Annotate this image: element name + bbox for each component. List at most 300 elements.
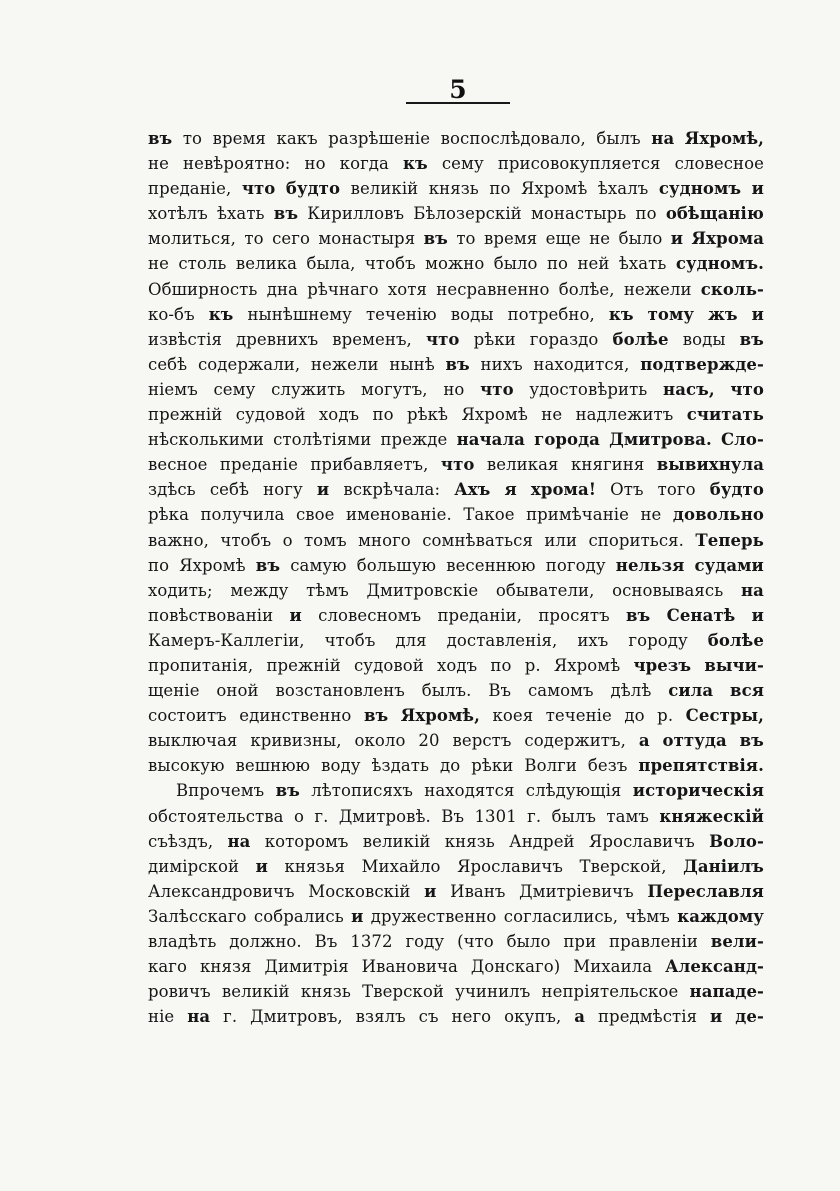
text-line — [148, 778, 764, 803]
text-word: древнихъ — [236, 329, 319, 349]
text-word: что — [480, 379, 514, 399]
text-word: свое — [295, 505, 335, 525]
text-word: по — [489, 179, 511, 199]
body-text — [148, 126, 764, 1029]
text-word: великій — [221, 982, 290, 1002]
text-word: на — [741, 580, 764, 600]
text-word: что — [241, 179, 276, 199]
text-word: князя — [200, 957, 252, 977]
text-word: коея — [492, 706, 534, 726]
text-word: великій — [362, 831, 431, 851]
text-word: основываясь — [612, 580, 724, 600]
text-word: димірской — [148, 856, 240, 876]
text-word: правленіи — [609, 932, 698, 951]
text-word: Въ — [314, 932, 338, 951]
text-word: и — [751, 605, 764, 625]
text-word: Даніилъ — [683, 856, 764, 876]
text-line — [148, 904, 764, 929]
text-word: то — [456, 229, 476, 249]
text-word: рѣки — [471, 756, 514, 776]
text-word: Ахъ — [454, 480, 491, 500]
text-line — [148, 703, 764, 728]
text-word: должно. — [229, 932, 302, 951]
text-word: хотѣлъ — [148, 204, 208, 224]
text-word: былъ — [551, 806, 596, 826]
text-line — [148, 528, 764, 553]
text-word: обстоятельства — [148, 806, 284, 826]
text-word: въ — [626, 605, 651, 625]
text-word: сомнѣваться — [422, 530, 533, 550]
text-word: столь — [178, 254, 227, 274]
text-word: съѣздъ, — [148, 831, 214, 851]
text-word: къ — [208, 304, 234, 324]
text-word: и — [751, 304, 764, 324]
text-word: начала — [456, 430, 525, 450]
text-word: великій — [350, 179, 419, 199]
text-word: Яхрома — [691, 229, 764, 249]
text-word: Сло- — [720, 430, 764, 450]
text-word: какъ — [276, 129, 318, 148]
text-word: Впрочемъ — [176, 781, 265, 801]
text-word: воспослѣдовало, — [440, 129, 586, 148]
text-word: города — [534, 430, 600, 450]
text-word: теченіе — [545, 706, 612, 726]
text-word: Яхромѣ, — [400, 706, 480, 726]
text-word: чтобъ — [324, 630, 376, 650]
text-word: Донскаго) — [470, 957, 561, 977]
text-word: на — [227, 831, 251, 851]
text-word: рѣка — [148, 505, 189, 525]
text-word: окупъ, — [504, 1007, 562, 1027]
text-word: выключая — [148, 731, 238, 751]
text-word: въ — [423, 229, 448, 249]
text-word: согласились, — [503, 906, 619, 926]
text-word: доставленія, — [446, 630, 558, 650]
text-word: нынѣшнему — [247, 304, 352, 324]
text-line — [148, 427, 764, 452]
text-word: сего — [272, 229, 310, 249]
text-word: князь — [300, 982, 351, 1002]
page-number: 5 — [449, 75, 467, 104]
text-word: болѣе, — [558, 279, 615, 299]
text-word: въ — [255, 555, 281, 575]
text-word: Кирилловъ — [307, 204, 405, 224]
text-word: чтобъ — [220, 530, 272, 550]
text-word: (что — [457, 932, 494, 951]
text-word: вывихнула — [656, 455, 764, 475]
text-word: каждому — [677, 906, 764, 926]
text-word: себѣ — [148, 354, 188, 374]
text-word: предмѣстія — [597, 1007, 698, 1027]
text-word: верстъ — [452, 731, 512, 751]
text-word: княжескій — [659, 806, 764, 826]
text-word: Ивановича — [361, 957, 458, 977]
text-word: обѣщанію — [665, 204, 764, 224]
text-word: судами — [694, 555, 764, 575]
text-word: вели- — [710, 932, 764, 951]
text-word: ніе — [148, 1007, 175, 1027]
text-word: Переславля — [647, 881, 764, 901]
text-line — [148, 126, 764, 151]
text-word: 1301 — [474, 806, 517, 826]
text-word: на — [651, 129, 675, 148]
text-line — [148, 226, 764, 251]
text-word: теченію — [365, 304, 437, 324]
text-word: того — [657, 480, 696, 500]
text-line — [148, 578, 764, 603]
text-word: погоду — [545, 555, 606, 575]
text-word: Михаила — [573, 957, 653, 977]
text-word: и — [670, 229, 684, 249]
text-word: примѣчаніе — [526, 505, 629, 525]
text-line — [148, 854, 764, 879]
text-word: ихъ — [577, 630, 609, 650]
text-word: единственно — [239, 706, 352, 726]
text-word: и — [255, 856, 268, 876]
text-word: повѣствованіи — [148, 605, 274, 625]
text-word: съ — [418, 1007, 439, 1027]
text-word: Въ — [488, 681, 512, 701]
text-word: ѣхать — [216, 204, 265, 224]
header-rule — [406, 102, 510, 104]
text-word: ѣхать — [618, 254, 667, 274]
page-number-header — [404, 76, 512, 112]
text-word: словесное — [674, 154, 764, 174]
text-word: Залѣсскаго — [148, 906, 247, 926]
text-word: можно — [425, 254, 485, 274]
text-word: судномъ — [658, 179, 742, 199]
text-word: и — [351, 906, 364, 926]
text-word: чѣмъ — [625, 906, 670, 926]
text-word: получила — [200, 505, 285, 525]
text-line — [148, 628, 764, 653]
text-word: и — [751, 179, 764, 199]
text-word: препятствія. — [638, 756, 764, 776]
text-word: спориться. — [588, 530, 684, 550]
text-word: рѣки — [473, 329, 516, 349]
text-word: Теперь — [695, 530, 764, 550]
text-line — [148, 979, 764, 1004]
text-word: до — [440, 756, 461, 776]
text-line — [148, 553, 764, 578]
text-word: г. — [314, 806, 329, 826]
text-word: въ — [739, 731, 764, 751]
text-word: преданіи, — [437, 605, 523, 625]
text-word: вычи- — [704, 655, 764, 675]
text-line — [148, 753, 764, 778]
text-word: Дмитровѣ. — [338, 806, 431, 826]
text-word: именованіе. — [346, 505, 452, 525]
text-word: Дмитровскіе — [366, 580, 479, 600]
text-word: городу — [628, 630, 688, 650]
text-line — [148, 402, 764, 427]
text-word: нежели — [623, 279, 692, 299]
text-word: Дмитрова. — [609, 430, 712, 450]
text-word: то — [244, 229, 264, 249]
text-word: ѣздать — [371, 756, 430, 776]
text-word: преданіе, — [148, 179, 232, 199]
text-word: было — [493, 254, 538, 274]
text-word: де- — [735, 1007, 764, 1027]
text-word: на — [187, 1007, 211, 1027]
text-line — [148, 327, 764, 352]
text-word: Въ — [441, 806, 465, 826]
text-word: весеннюю — [446, 555, 536, 575]
text-word: по — [148, 555, 170, 575]
text-word: оной — [216, 681, 259, 701]
text-word: несравненно — [436, 279, 550, 299]
text-word: Яхромѣ — [553, 655, 621, 675]
text-line — [148, 277, 764, 302]
text-word: Иванъ — [450, 881, 506, 901]
text-word: великая — [486, 455, 559, 475]
text-line — [148, 1004, 764, 1029]
text-word: судномъ. — [675, 254, 764, 274]
text-word: Ярославичъ — [457, 856, 563, 876]
text-word: владѣть — [148, 932, 217, 951]
text-word: вся — [730, 681, 764, 701]
text-word: было — [618, 229, 663, 249]
text-word: Дмитровъ, — [250, 1007, 343, 1027]
text-word: могутъ, — [361, 379, 428, 399]
text-word: было — [506, 932, 551, 951]
text-word: Обширность — [148, 279, 258, 299]
text-word: Воло- — [709, 831, 764, 851]
text-word: каго — [148, 957, 188, 977]
text-word: учинилъ — [455, 982, 531, 1002]
text-word: оттуда — [662, 731, 727, 751]
text-word: болѣе — [707, 630, 764, 650]
text-line — [148, 302, 764, 327]
text-word: не — [148, 154, 169, 174]
text-word: него — [451, 1007, 492, 1027]
text-word: князь — [444, 831, 495, 851]
text-word: нихъ — [480, 354, 523, 374]
text-word: самую — [290, 555, 347, 575]
text-word: Яхромѣ — [179, 555, 246, 575]
text-word: удостовѣрить — [529, 379, 648, 399]
text-word: обыватели, — [495, 580, 595, 600]
text-word: присовокупляется — [497, 154, 661, 174]
text-word: Яхромѣ — [461, 405, 528, 425]
text-line — [148, 653, 764, 678]
text-word: Сенатѣ — [666, 605, 736, 625]
text-word: тѣмъ — [306, 580, 349, 600]
text-word: словесномъ — [318, 605, 422, 625]
text-word: возстановленъ — [275, 681, 405, 701]
text-word: въ — [445, 354, 470, 374]
text-word: Михайло — [361, 856, 441, 876]
text-line — [148, 954, 764, 979]
text-word: безъ — [587, 756, 628, 776]
text-word: прежній — [266, 655, 341, 675]
text-word: по — [372, 405, 394, 425]
text-word: довольно — [672, 505, 764, 525]
text-word: Камеръ-Каллегіи, — [148, 630, 305, 650]
text-word: судовой — [235, 405, 306, 425]
text-word: просятъ — [538, 605, 610, 625]
text-word: и — [424, 881, 437, 901]
text-word: сему — [441, 154, 484, 174]
text-line — [148, 678, 764, 703]
text-word: временъ, — [332, 329, 412, 349]
text-word: около — [354, 731, 406, 751]
text-word: и — [289, 605, 302, 625]
text-word: нельзя — [615, 555, 685, 575]
text-word: о — [293, 806, 304, 826]
text-word: а — [574, 1007, 586, 1027]
text-word: Тверской, — [579, 856, 667, 876]
text-word: себѣ — [209, 480, 250, 500]
text-word: князь — [428, 179, 479, 199]
text-word: вскрѣчала: — [343, 480, 441, 500]
text-line — [148, 804, 764, 829]
text-line — [148, 452, 764, 477]
text-word: молиться, — [148, 229, 236, 249]
text-word: или — [544, 530, 578, 550]
text-word: монастыря — [318, 229, 416, 249]
text-word: былъ — [596, 129, 641, 148]
text-word: для — [395, 630, 427, 650]
text-word: преданіе — [219, 455, 298, 475]
text-word: что — [440, 455, 475, 475]
text-word: г. — [527, 806, 542, 826]
text-word: насъ, — [663, 379, 715, 399]
text-word: время — [483, 229, 538, 249]
text-line — [148, 502, 764, 527]
text-word: будто — [709, 480, 764, 500]
text-word: то — [182, 129, 203, 148]
text-word: я — [504, 480, 517, 500]
text-word: прибавляетъ, — [310, 455, 429, 475]
text-line — [148, 929, 764, 954]
text-word: ногу — [263, 480, 303, 500]
text-word: когда — [339, 154, 389, 174]
text-word: воду — [321, 756, 361, 776]
text-word: собрались — [253, 906, 344, 926]
text-line — [148, 352, 764, 377]
text-line — [148, 603, 764, 628]
text-word: вешнюю — [235, 756, 311, 776]
text-word: и — [710, 1007, 723, 1027]
text-word: прежній — [148, 405, 223, 425]
text-word: Яхромѣ — [520, 179, 588, 199]
text-word: но — [304, 154, 326, 174]
text-word: Димитрія — [264, 957, 349, 977]
text-word: ніемъ — [148, 379, 198, 399]
text-word: надлежитъ — [575, 405, 674, 425]
text-word: не — [589, 229, 611, 249]
text-word: подтвержде- — [640, 354, 764, 374]
text-word: Андрей — [509, 831, 575, 851]
text-word: по — [546, 254, 569, 274]
text-word: важно, — [148, 530, 209, 550]
text-word: не — [148, 254, 169, 274]
text-word: время — [212, 129, 266, 148]
text-word: болѣе — [612, 329, 669, 349]
text-word: самомъ — [527, 681, 594, 701]
text-word: 20 — [418, 731, 440, 751]
text-word: о — [282, 530, 293, 550]
text-word: нынѣ — [389, 354, 435, 374]
text-word: рѣкѣ — [406, 405, 449, 425]
text-word: хотя — [387, 279, 427, 299]
text-word: рѣчнаго — [307, 279, 379, 299]
text-word: извѣстія — [148, 329, 222, 349]
text-word: Волги — [524, 756, 577, 776]
text-word: Московскій — [308, 881, 411, 901]
text-word: сила — [668, 681, 714, 701]
text-word: историческія — [632, 781, 764, 801]
text-word: ѣхалъ — [597, 179, 649, 199]
text-word: ко-бъ — [148, 304, 195, 324]
text-word: Ярославичъ — [588, 831, 695, 851]
text-word: нападе- — [689, 982, 764, 1002]
text-word: р. — [524, 655, 541, 675]
text-word: ходить; — [148, 580, 213, 600]
text-word: къ — [403, 154, 428, 174]
text-word: Александ- — [665, 957, 764, 977]
text-word: ровичъ — [148, 982, 211, 1002]
text-word: дѣлѣ — [610, 681, 652, 701]
text-word: въ — [273, 204, 299, 224]
text-word: нежели — [310, 354, 379, 374]
text-word: въ — [739, 329, 764, 349]
text-word: по — [635, 204, 657, 224]
text-word: р. — [657, 706, 674, 726]
text-word: былъ. — [421, 681, 472, 701]
text-word: году — [405, 932, 445, 951]
text-word: тому — [647, 304, 695, 324]
text-word: тамъ — [606, 806, 650, 826]
text-word: будто — [285, 179, 341, 199]
text-word: высокую — [148, 756, 225, 776]
text-word: дна — [266, 279, 298, 299]
text-word: потребно, — [507, 304, 595, 324]
text-word: г. — [223, 1007, 238, 1027]
text-word: весное — [148, 455, 208, 475]
text-word: по — [490, 655, 512, 675]
text-word: чрезъ — [633, 655, 692, 675]
text-word: 1372 — [350, 932, 393, 951]
text-line — [148, 829, 764, 854]
text-word: считать — [686, 405, 764, 425]
text-word: судовой — [353, 655, 424, 675]
text-line — [148, 176, 764, 201]
text-word: еще — [545, 229, 581, 249]
text-word: до — [624, 706, 645, 726]
text-word: къ — [608, 304, 634, 324]
text-word: гораздо — [529, 329, 599, 349]
text-word: содержали, — [197, 354, 301, 374]
text-word: и — [316, 480, 330, 500]
text-word: Тверской — [362, 982, 444, 1002]
text-word: Сестры, — [685, 706, 764, 726]
text-word: хрома! — [530, 480, 597, 500]
text-word: при — [563, 932, 597, 951]
text-word: воды — [682, 329, 726, 349]
text-word: монастырь — [530, 204, 627, 224]
text-word: Александровичъ — [148, 881, 295, 901]
text-word: слѣдующія — [525, 781, 622, 801]
text-word: служить — [271, 379, 346, 399]
text-word: Отъ — [610, 480, 644, 500]
text-word: щеніе — [148, 681, 200, 701]
text-word: столѣтіями — [273, 430, 372, 450]
text-word: ходъ — [318, 405, 360, 425]
text-word: что — [730, 379, 764, 399]
text-word: томъ — [303, 530, 347, 550]
